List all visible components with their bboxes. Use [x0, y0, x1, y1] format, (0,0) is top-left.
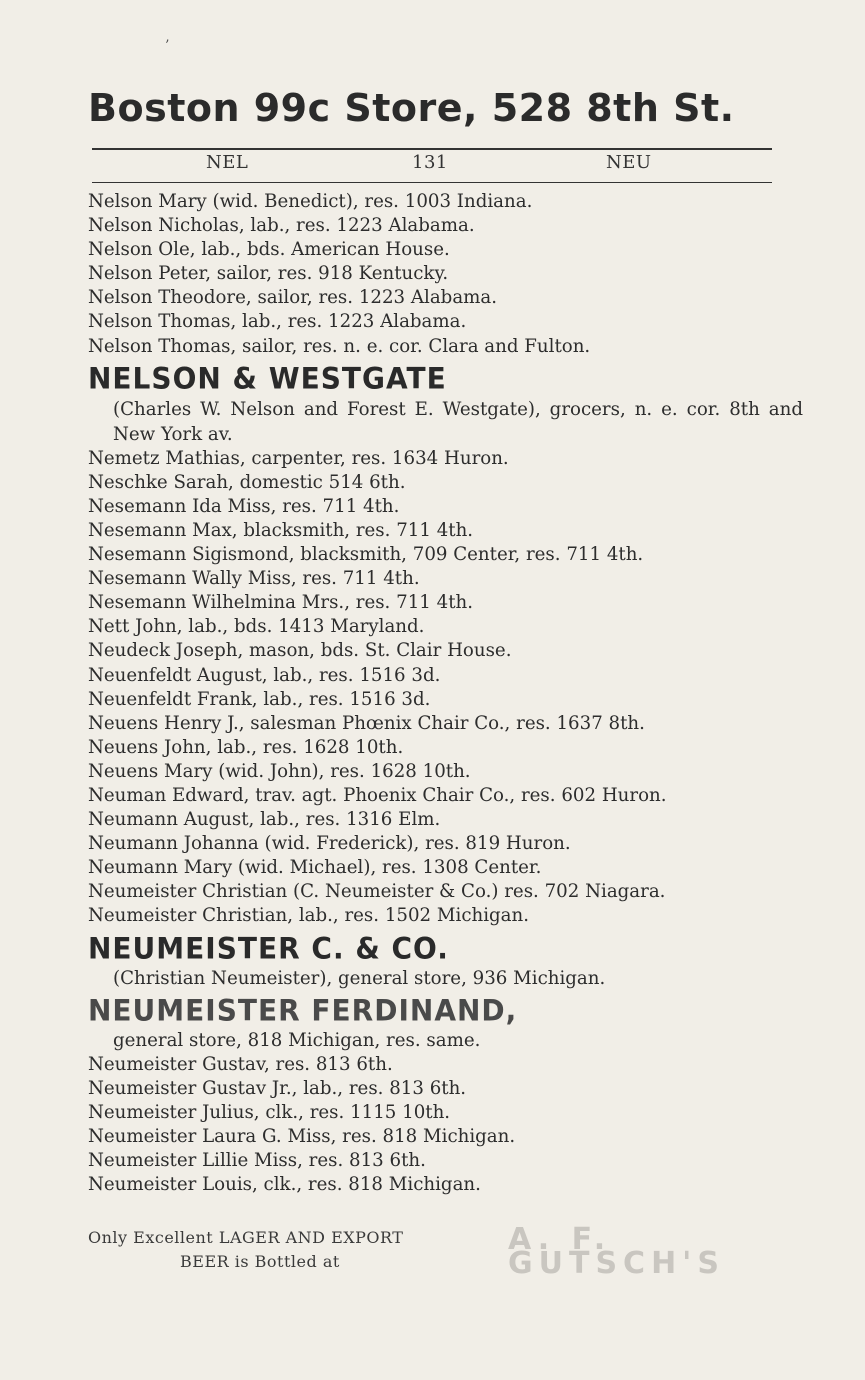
directory-entry: Nesemann Wally Miss, res. 711 4th.	[88, 568, 420, 590]
directory-entry: Neudeck Joseph, mason, bds. St. Clair House.	[88, 640, 512, 662]
directory-entry: Nelson Ole, lab., bds. American House.	[88, 239, 450, 261]
directory-entry: Neumann Mary (wid. Michael), res. 1308 Center.	[88, 857, 542, 879]
firm-details: (Christian Neumeister), general store, 936 Michigan.	[113, 967, 606, 989]
directory-entry: Neumeister Christian (C. Neumeister & Co.) res. 702 Niagara.	[88, 881, 666, 903]
directory-entry: Neuens Mary (wid. John), res. 1628 10th.	[88, 760, 471, 782]
directory-entry: Nelson Mary (wid. Benedict), res. 1003 Indiana.	[88, 191, 533, 212]
directory-entry: Neumann Johanna (wid. Frederick), res. 819 Huron.	[88, 833, 571, 855]
directory-entry: Nesemann Wilhelmina Mrs., res. 711 4th.	[88, 592, 473, 614]
footer-line-1: Only Excellent LAGER AND EXPORT	[88, 1228, 404, 1247]
footer-brewer-name: A. F. GUTSCH'S	[508, 1222, 725, 1281]
directory-entries	[88, 190, 803, 1197]
directory-entry: Neumeister Christian, lab., res. 1502 Michigan.	[88, 905, 530, 927]
directory-entry: Neuman Edward, trav. agt. Phoenix Chair Co., res. 602 Huron.	[88, 784, 667, 806]
directory-entry: Nesemann Max, blacksmith, res. 711 4th.	[88, 519, 474, 541]
directory-entry: Neumann August, lab., res. 1316 Elm.	[88, 809, 441, 831]
firm-heading: NELSON & WESTGATE	[88, 360, 447, 396]
directory-entry: Nesemann Sigismond, blacksmith, 709 Center, res. 711 4th.	[88, 544, 644, 566]
directory-entry: Neuens John, lab., res. 1628 10th.	[88, 736, 404, 758]
directory-entry: Neumeister Julius, clk., res. 1115 10th.	[88, 1101, 451, 1123]
directory-entry: Neumeister Gustav Jr., lab., res. 813 6th.	[88, 1077, 467, 1099]
directory-entry: Neuenfeldt August, lab., res. 1516 3d.	[88, 664, 441, 686]
directory-entry: Nett John, lab., bds. 1413 Maryland.	[88, 616, 425, 638]
directory-entry: Neumeister Louis, clk., res. 818 Michigan.	[88, 1174, 481, 1196]
directory-entry: Nelson Thomas, lab., res. 1223 Alabama.	[88, 311, 467, 333]
header-rule-top	[92, 148, 772, 150]
directory-entry: Neumeister Lillie Miss, res. 813 6th.	[88, 1150, 426, 1172]
firm-heading: NEUMEISTER C. & CO.	[88, 930, 449, 966]
firm-details: general store, 818 Michigan, res. same.	[113, 1029, 481, 1051]
directory-entry: Neumeister Laura G. Miss, res. 818 Michigan.	[88, 1126, 516, 1147]
running-head-advertisement: Boston 99c Store, 528 8th St.	[88, 86, 735, 130]
firm-heading: NEUMEISTER FERDINAND,	[88, 992, 518, 1028]
footer-line-2: BEER is Bottled at	[180, 1252, 340, 1271]
directory-entry: Nemetz Mathias, carpenter, res. 1634 Huron.	[88, 447, 509, 469]
directory-entry: Neuenfeldt Frank, lab., res. 1516 3d.	[88, 688, 431, 710]
directory-entry: Neumeister Gustav, res. 813 6th.	[88, 1053, 393, 1075]
footer-advertisement	[88, 1222, 788, 1281]
directory-entry: Nelson Theodore, sailor, res. 1223 Alabama.	[88, 287, 498, 309]
directory-entry: Nesemann Ida Miss, res. 711 4th.	[88, 495, 400, 517]
guide-word-right: NEU	[606, 152, 652, 173]
directory-entry: Nelson Peter, sailor, res. 918 Kentucky.	[88, 263, 449, 285]
directory-entry: Neuens Henry J., salesman Phœnix Chair Co., res. 1637 8th.	[88, 712, 645, 734]
pencil-mark: ’	[165, 38, 170, 54]
header-rule-bottom	[92, 182, 772, 183]
guide-word-left: NEL	[206, 152, 249, 173]
directory-entry: Nelson Nicholas, lab., res. 1223 Alabama.	[88, 215, 475, 237]
firm-details: (Charles W. Nelson and Forest E. Westgate), grocers, n. e. cor. 8th and New York av.	[113, 398, 803, 445]
directory-entry: Neschke Sarah, domestic 514 6th.	[88, 471, 406, 493]
page-number: 131	[412, 152, 448, 173]
directory-entry: Nelson Thomas, sailor, res. n. e. cor. Clara and Fulton.	[88, 335, 591, 357]
